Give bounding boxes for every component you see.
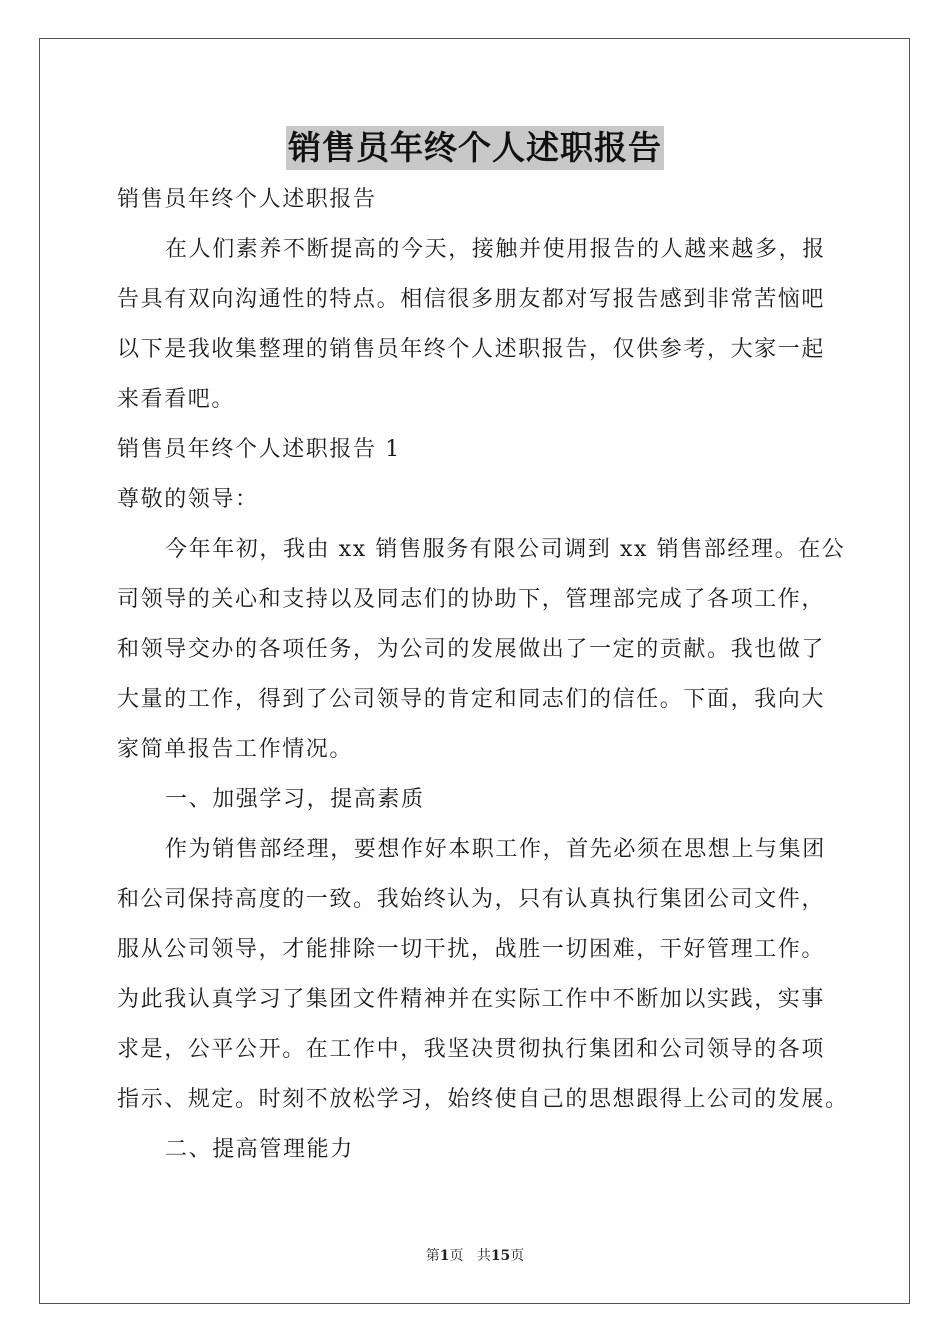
body-line: 销售员年终个人述职报告 1: [117, 437, 401, 462]
body-line: 一、加强学习，提高素质: [165, 787, 425, 812]
total-page-count: 15: [490, 1248, 511, 1264]
page-footer: [0, 1246, 950, 1266]
body-line: 二、提高管理能力: [165, 1137, 354, 1162]
body-line: 服从公司领导，才能排除一切干扰，战胜一切困难，干好管理工作。: [117, 937, 826, 962]
body-line: 以下是我收集整理的销售员年终个人述职报告，仅供参考，大家一起: [117, 337, 826, 362]
body-line: 来看看吧。: [117, 387, 236, 412]
body-line: 和领导交办的各项任务，为公司的发展做出了一定的贡献。我也做了: [117, 637, 826, 662]
body-line: 在人们素养不断提高的今天，接触并使用报告的人越来越多，报: [165, 237, 826, 262]
body-line: 司领导的关心和支持以及同志们的协助下，管理部完成了各项工作，: [117, 587, 826, 612]
body-line: 销售员年终个人述职报告: [117, 187, 377, 212]
document-body: [117, 175, 849, 1175]
body-line: 家简单报告工作情况。: [117, 737, 354, 762]
body-line: 尊敬的领导：: [117, 487, 259, 512]
body-line: 告具有双向沟通性的特点。相信很多朋友都对写报告感到非常苦恼吧: [117, 287, 826, 312]
body-line: 大量的工作，得到了公司领导的肯定和同志们的信任。下面，我向大: [117, 687, 826, 712]
body-line: 为此我认真学习了集团文件精神并在实际工作中不断加以实践，实事: [117, 987, 826, 1012]
total-suffix: 页: [510, 1248, 525, 1264]
page-prefix: 第: [425, 1248, 440, 1264]
body-line: 作为销售部经理，要想作好本职工作，首先必须在思想上与集团: [165, 837, 826, 862]
title-container: [0, 126, 950, 170]
total-prefix: 共: [476, 1248, 491, 1264]
body-line: 今年年初，我由 xx 销售服务有限公司调到 xx 销售部经理。在公: [165, 537, 846, 562]
body-line: 指示、规定。时刻不放松学习，始终使自己的思想跟得上公司的发展。: [117, 1087, 849, 1112]
page-suffix: 页: [449, 1248, 464, 1264]
body-line: 求是，公平公开。在工作中，我坚决贯彻执行集团和公司领导的各项: [117, 1037, 826, 1062]
body-line: 和公司保持高度的一致。我始终认为，只有认真执行集团公司文件，: [117, 887, 826, 912]
current-page-number: 1: [439, 1248, 450, 1264]
document-title: 销售员年终个人述职报告: [286, 126, 664, 170]
